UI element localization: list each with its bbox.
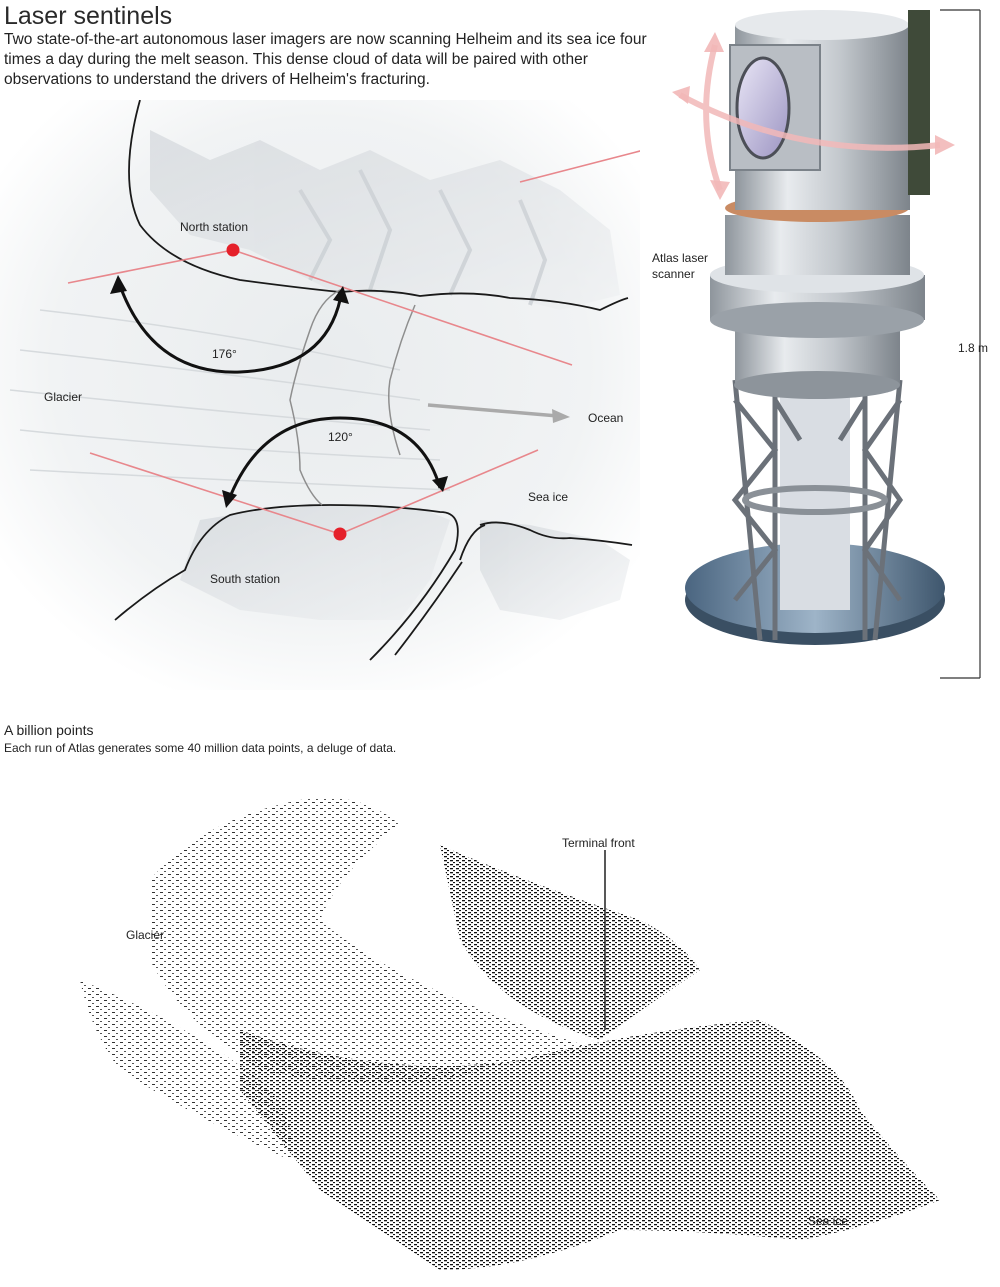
atlas-scanner-illustration (640, 0, 1000, 700)
mid-body (725, 215, 910, 275)
scanner-head-top (735, 10, 909, 40)
angle-north-label: 176° (212, 347, 237, 361)
point-cloud-visual (0, 760, 1000, 1287)
map-glacier-label: Glacier (44, 390, 83, 404)
map-ocean-label: Ocean (588, 411, 624, 425)
glacier-map (0, 100, 640, 690)
cloud-sea-ice-label: Sea ice (808, 1214, 849, 1228)
lower-body-bottom (734, 371, 900, 399)
south-station-label: South station (210, 572, 281, 586)
page-title: Laser sentinels (4, 2, 173, 30)
map-sea-ice-label: Sea ice (528, 490, 569, 504)
terminal-front-label: Terminal front (562, 836, 635, 850)
north-station-label: North station (180, 220, 249, 234)
scanner-label: Atlas laser scanner (652, 251, 709, 281)
point-cloud-title: A billion points (4, 722, 94, 738)
scanner-height-label: 1.8 m (958, 341, 989, 355)
point-cloud-description: Each run of Atlas generates some 40 million data points, a deluge of data. (4, 741, 397, 755)
solar-panel (908, 10, 930, 195)
scanner-lens (737, 58, 789, 158)
inner-column (780, 380, 850, 610)
north-station-marker (227, 244, 240, 257)
flange-bottom (710, 302, 924, 338)
intro-text: Two state-of-the-art autonomous laser imagers are now scanning Helheim and its sea ice four times a day during the melt season. This dense cloud of data will be paired with other observations to understand the drivers of Helheim's fracturing. (4, 31, 647, 88)
angle-south-label: 120° (328, 430, 353, 444)
south-station-marker (334, 528, 347, 541)
cloud-glacier-label: Glacier (126, 928, 165, 942)
